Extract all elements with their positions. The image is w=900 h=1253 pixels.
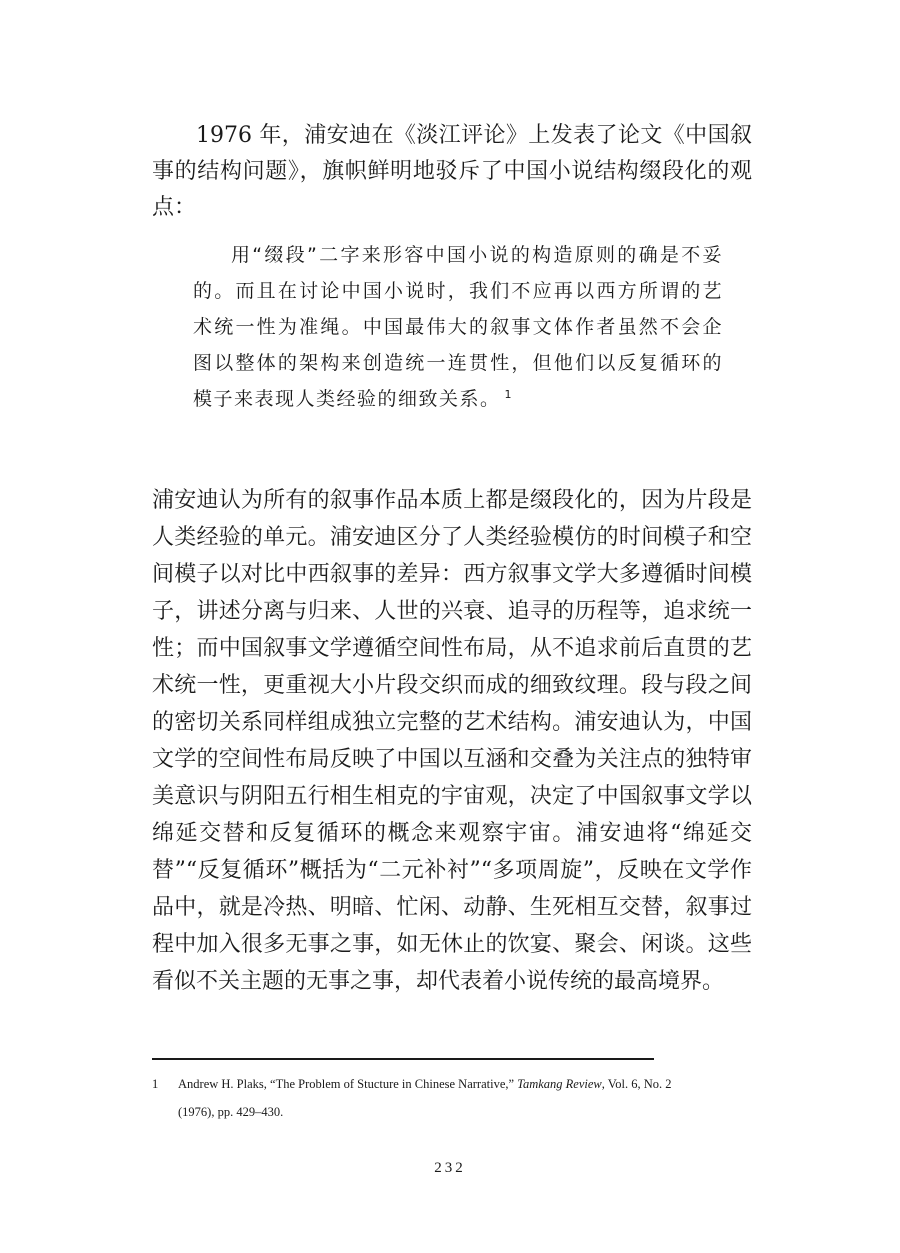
body-paragraph xyxy=(152,482,752,1000)
footnote-author: Andrew H. Plaks, xyxy=(178,1077,271,1091)
footnote-reference[interactable]: 1 xyxy=(504,387,512,401)
footnote-details: , Vol. 6, No. 2 xyxy=(601,1077,672,1091)
quote-text: 用“缀段”二字来形容中国小说的构造原则的确是不妥的。而且在讨论中国小说时，我们不应再以西方所谓的艺术统一性为准绳。中国最伟大的叙事文体作者虽然不会企图以整体的架构来创造统一连贯性，但他们以反复循环的模子来表现人类经验的细致关系。 xyxy=(193,244,723,410)
body-text: 浦安迪认为所有的叙事作品本质上都是缀段化的，因为片段是人类经验的单元。浦安迪区分了人类经验模仿的时间模子和空间模子以对比中西叙事的差异：西方叙事文学大多遵循时间模子，讲述分离与归来、人世的兴衰、追寻的历程等，追求统一性；而中国叙事文学遵循空间性布局，从不追求前后直贯的艺术统一性，更重视大小片段交织而成的细致纹理。段与段之间的密切关系同样组成独立完整的艺术结构。浦安迪认为，中国文学的空间性布局反映了中国以互涵和交叠为关注点的独特审美意识与阴阳五行相生相克的宇宙观，决定了中国叙事文学以绵延交替和反复循环的概念来观察宇宙。浦安迪将“绵延交替”“反复循环”概括为“二元补衬”“多项周旋”，反映在文学作品中，就是冷热、明暗、忙闲、动静、生死相互交替，叙事过程中加入很多无事之事，如无休止的饮宴、聚会、闲谈。这些看似不关主题的无事之事，却代表着小说传统的最高境界。 xyxy=(152,488,752,994)
footnote-number: 1 xyxy=(152,1077,159,1091)
intro-text: 1976 年，浦安迪在《淡江评论》上发表了论文《中国叙事的结构问题》，旗帜鲜明地驳斥了中国小说结构缀段化的观点： xyxy=(152,123,752,220)
footnote-line-two: (1976), pp. 429–430. xyxy=(178,1105,284,1119)
footnote-article-title: “The Problem of Stucture in Chinese Narrative,” xyxy=(270,1077,515,1091)
block-quote xyxy=(193,237,723,417)
page-number: 232 xyxy=(434,1160,466,1176)
intro-paragraph xyxy=(152,118,752,226)
footnote xyxy=(152,1070,752,1126)
footnote-divider xyxy=(152,1058,654,1060)
footnote-journal: Tamkang Review xyxy=(517,1077,602,1091)
